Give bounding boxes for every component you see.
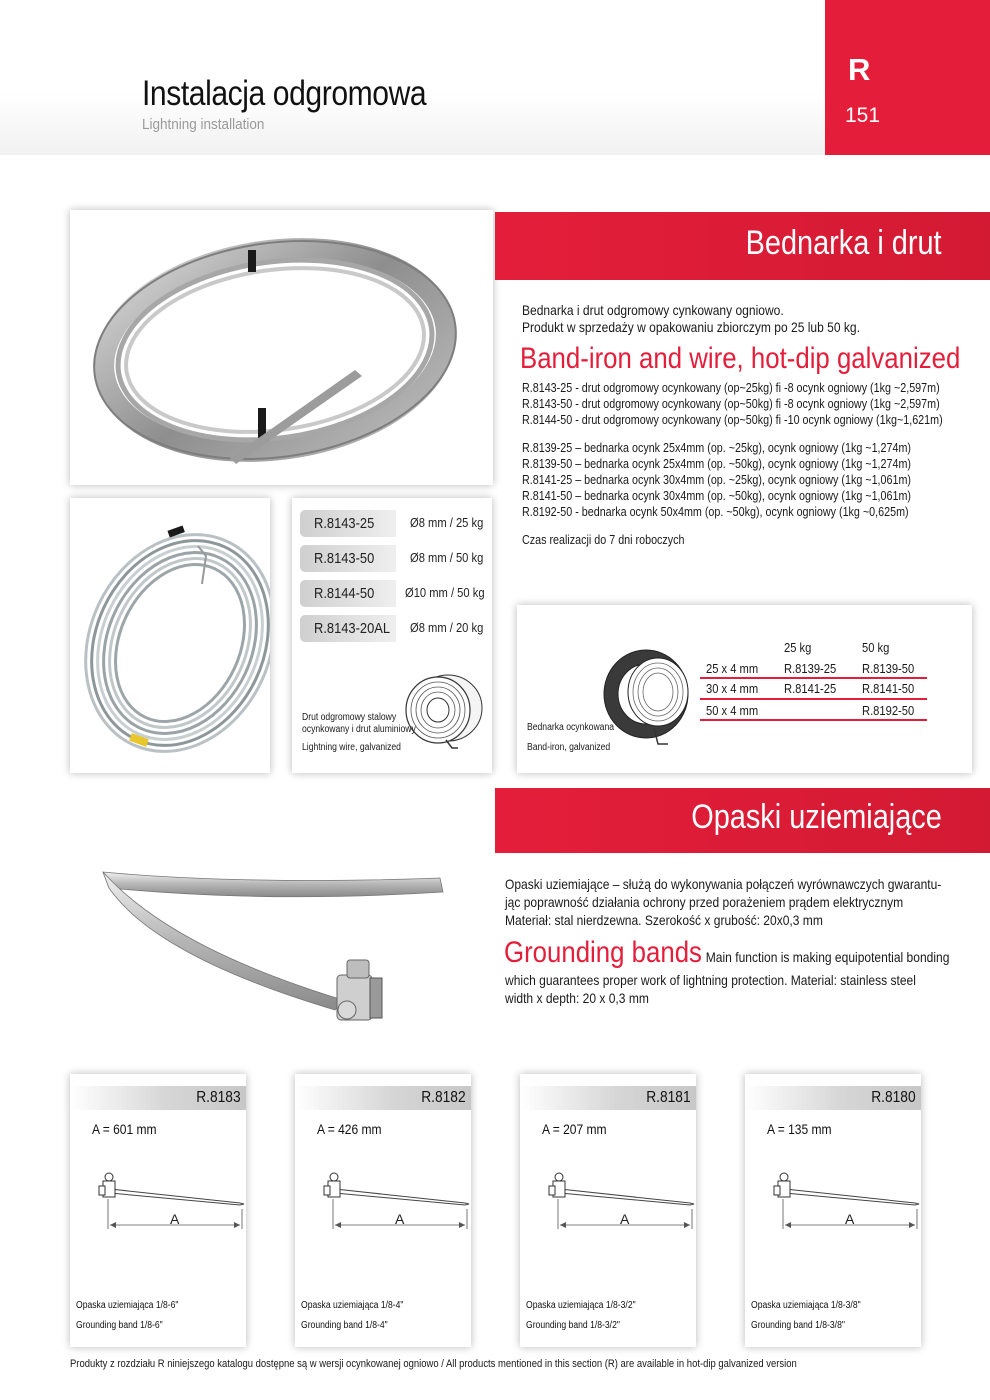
band-iron-photo-card — [70, 210, 493, 485]
opaski-text-line: jąc poprawność działania ochrony przed porażeniem prądem elektrycznym — [505, 894, 904, 910]
wire-spec-value: Ø8 mm / 50 kg — [410, 550, 484, 565]
table-code-cell: R.8141-50 — [862, 681, 915, 696]
product-header-bar — [295, 1086, 471, 1110]
table-code-cell: R.8192-50 — [862, 703, 915, 718]
product-code: R.8182 — [421, 1089, 466, 1106]
wire-spec-line: R.8143-50 - drut odgromowy ocynkowany (op~50kg) fi -8 ocynk ogniowy (1kg ~2,597m) — [522, 397, 940, 411]
product-header-bar — [70, 1086, 246, 1110]
grounding-en-text: width x depth: 20 x 0,3 mm — [505, 990, 649, 1006]
wire-code-pill — [300, 615, 396, 642]
dimension-label: A — [620, 1211, 630, 1227]
band-dimension-drawing — [520, 1159, 696, 1234]
band-dimension-drawing — [70, 1159, 246, 1234]
wire-code: R.8144-50 — [314, 585, 375, 602]
band-spec-line: R.8139-25 – bednarka ocynk 25x4mm (op. ~25kg), ocynk ogniowy (1kg ~1,274m) — [522, 441, 912, 455]
page-number: 151 — [845, 104, 881, 127]
table-row-divider — [700, 677, 927, 679]
wire-code: R.8143-25 — [314, 515, 375, 532]
band-spec-line: R.8192-50 - bednarka ocynk 50x4mm (op. ~50kg), ocynk ogniowy (1kg ~0,625m) — [522, 505, 909, 519]
table-row-divider — [700, 719, 927, 721]
wire-caption-en: Lightning wire, galvanized — [302, 742, 401, 753]
band-spec-line: R.8139-50 – bednarka ocynk 25x4mm (op. ~50kg), ocynk ogniowy (1kg ~1,274m) — [522, 457, 912, 471]
page-title: Instalacja odgromowa — [142, 74, 427, 113]
dimension-label: A — [395, 1211, 405, 1227]
product-length: A = 207 mm — [542, 1121, 607, 1137]
wire-spec-value: Ø8 mm / 20 kg — [410, 620, 484, 635]
product-caption-en: Grounding band 1/8-3/8" — [751, 1320, 845, 1331]
product-caption-en: Grounding band 1/8-3/2" — [526, 1320, 620, 1331]
band-dimension-drawing — [745, 1159, 921, 1234]
wire-code: R.8143-20AL — [314, 620, 391, 637]
grounding-en-text: Main function is making equipotential bonding — [705, 949, 950, 965]
table-size-cell: 50 x 4 mm — [706, 703, 759, 718]
wire-spec-value: Ø10 mm / 50 kg — [405, 585, 485, 600]
wire-spec-list — [522, 380, 990, 428]
band-spec-list — [522, 440, 974, 520]
band-spec-line: R.8141-50 – bednarka ocynk 30x4mm (op. ~50kg), ocynk ogniowy (1kg ~1,061m) — [522, 489, 912, 503]
wire-photo-card — [70, 498, 270, 773]
grounding-band-card — [745, 1074, 921, 1347]
table-col-header: 50 kg — [862, 640, 890, 655]
dimension-label: A — [170, 1211, 180, 1227]
wire-spec-line: R.8144-50 - drut odgromowy ocynkowany (op~50kg) fi -10 ocynk ogniowy (1kg~1,621m) — [522, 413, 943, 427]
table-code-cell: R.8139-25 — [784, 661, 837, 676]
wire-coil-image — [70, 498, 270, 773]
table-size-cell: 25 x 4 mm — [706, 661, 759, 676]
wire-code: R.8143-50 — [314, 550, 375, 567]
product-header-bar — [745, 1086, 921, 1110]
product-code: R.8183 — [196, 1089, 241, 1106]
product-length: A = 426 mm — [317, 1121, 382, 1137]
product-code: R.8181 — [646, 1089, 691, 1106]
band-iron-coil-image — [70, 210, 493, 485]
wire-code-pill — [300, 510, 396, 537]
wire-caption-pl: ocynkowany i drut aluminiowy — [302, 724, 416, 735]
grounding-band-card — [70, 1074, 246, 1347]
wire-spec-line: R.8143-25 - drut odgromowy ocynkowany (op~25kg) fi -8 ocynk ogniowy (1kg ~2,597m) — [522, 381, 940, 395]
product-caption-en: Grounding band 1/8-6" — [76, 1320, 163, 1331]
product-caption-pl: Opaska uziemiająca 1/8-4" — [301, 1300, 404, 1311]
table-code-cell: R.8141-25 — [784, 681, 837, 696]
wire-coil-drawing — [396, 666, 486, 762]
product-code: R.8180 — [871, 1089, 916, 1106]
footer-note: Produkty z rozdziału R niniejszego katalogu dostępne są w wersji ocynkowanej ogniowo / All products mentioned in this section (R) are available in hot-dip galvanized version — [70, 1358, 797, 1370]
section-title-bednarka: Bednarka i drut — [745, 224, 942, 262]
grounding-band-card — [520, 1074, 696, 1347]
lead-time-text: Czas realizacji do 7 dni roboczych — [522, 533, 685, 547]
english-section-title: Band-iron and wire, hot-dip galvanized — [520, 342, 961, 375]
band-dimension-drawing — [295, 1159, 471, 1234]
dimension-label: A — [845, 1211, 855, 1227]
band-caption-en: Band-iron, galvanized — [527, 742, 611, 753]
intro-text-line: Produkt w sprzedaży w opakowaniu zbiorczym po 25 lub 50 kg. — [522, 319, 860, 335]
wire-spec-value: Ø8 mm / 25 kg — [410, 515, 484, 530]
band-spec-line: R.8141-25 – bednarka ocynk 30x4mm (op. ~25kg), ocynk ogniowy (1kg ~1,061m) — [522, 473, 912, 487]
table-size-cell: 30 x 4 mm — [706, 681, 759, 696]
section-bar-opaski — [495, 788, 990, 853]
section-letter: R — [848, 52, 871, 87]
opaski-text-line: Materiał: stal nierdzewna. Szerokość x grubość: 20x0,3 mm — [505, 912, 823, 928]
product-header-bar — [520, 1086, 696, 1110]
table-row-divider — [700, 698, 927, 700]
product-caption-en: Grounding band 1/8-4" — [301, 1320, 388, 1331]
opaski-text-line: Opaski uziemiające – służą do wykonywania połączeń wyrównawczych gwarantu- — [505, 876, 942, 892]
table-col-header: 25 kg — [784, 640, 812, 655]
section-bar-bednarka — [495, 212, 990, 280]
table-code-cell: R.8139-50 — [862, 661, 915, 676]
product-caption-pl: Opaska uziemiająca 1/8-6" — [76, 1300, 179, 1311]
grounding-en-title: Grounding bands — [504, 936, 702, 969]
grounding-en-text: which guarantees proper work of lightning protection. Material: stainless steel — [505, 972, 916, 988]
wire-code-pill — [300, 580, 396, 607]
band-coil-drawing — [600, 648, 696, 752]
product-length: A = 601 mm — [92, 1121, 157, 1137]
product-caption-pl: Opaska uziemiająca 1/8-3/8" — [751, 1300, 861, 1311]
product-caption-pl: Opaska uziemiająca 1/8-3/2" — [526, 1300, 636, 1311]
band-caption-pl: Bednarka ocynkowana — [527, 722, 615, 733]
grounding-en-heading — [504, 936, 949, 970]
wire-caption-pl: Drut odgromowy stalowy — [302, 712, 397, 723]
grounding-band-image — [85, 860, 455, 1050]
page-subtitle: Lightning installation — [142, 116, 265, 133]
wire-code-pill — [300, 545, 396, 572]
intro-text-line: Bednarka i drut odgromowy cynkowany ogniowo. — [522, 302, 784, 318]
section-title-opaski: Opaski uziemiające — [691, 798, 942, 836]
product-length: A = 135 mm — [767, 1121, 832, 1137]
grounding-band-card — [295, 1074, 471, 1347]
